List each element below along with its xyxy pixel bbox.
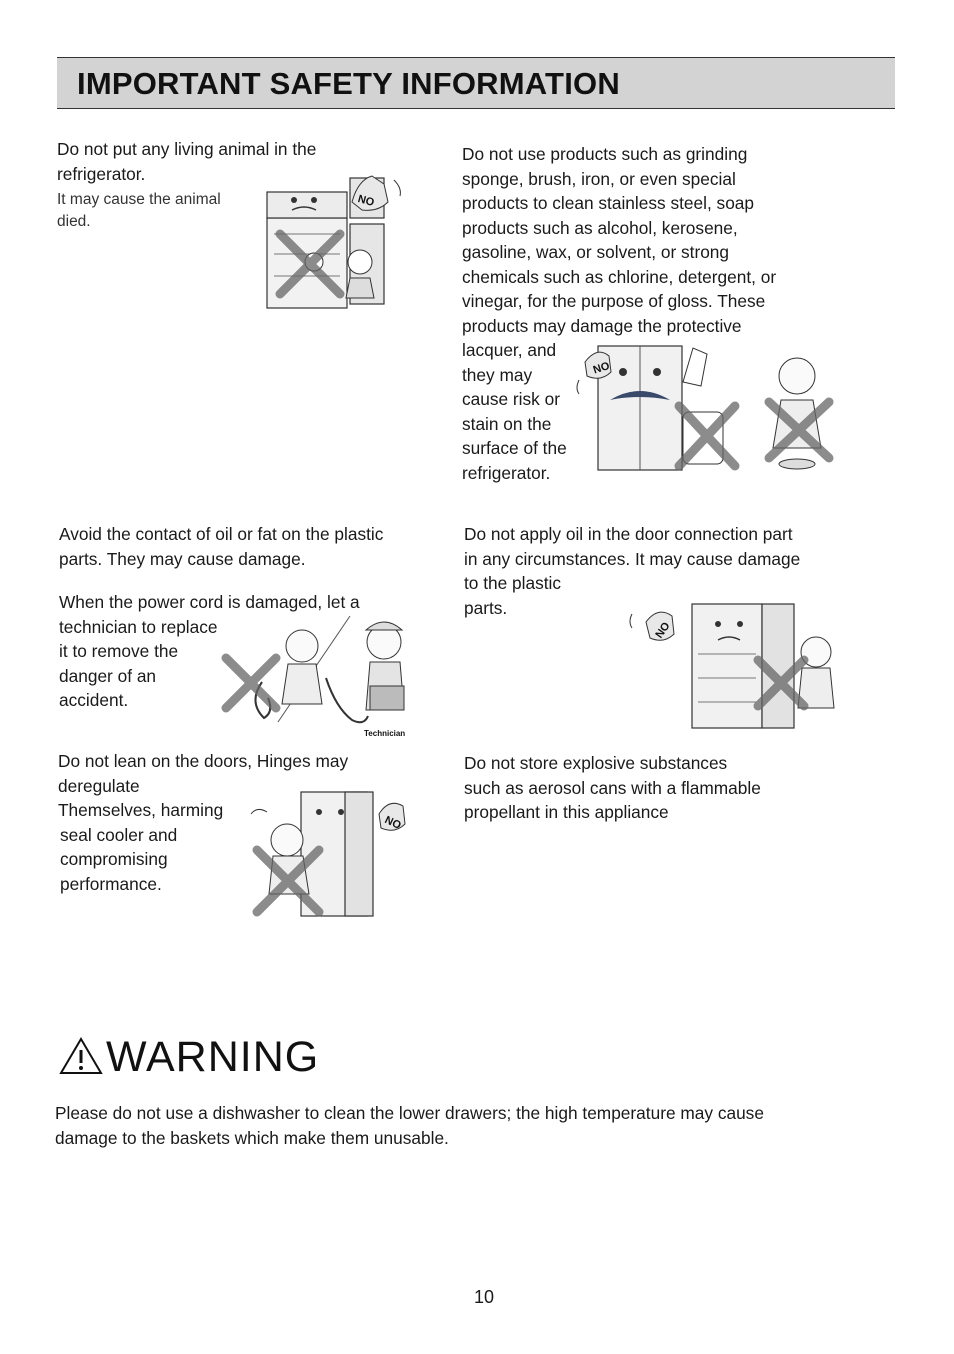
page-title: IMPORTANT SAFETY INFORMATION [77,66,620,101]
svg-text:NO: NO [382,814,403,832]
page-number: 10 [474,1287,495,1307]
animal-warning-note: It may cause the animal died. [57,191,221,230]
warning-triangle-icon [58,1036,104,1076]
svg-text:Technician: Technician [364,729,406,738]
warning-dishwasher-text: Please do not use a dishwasher to clean the lower drawers; the high temperature may cause damage to the baskets which make them unusable. [55,1103,764,1148]
power-cord-illustration [218,612,413,740]
lean-on-doors-warning-text: Do not lean on the doors, Hinges may deregulate Themselves, harming seal cooler and compromising performance. [58,751,349,894]
svg-text:NO: NO [591,360,612,377]
cleaning-products-illustration [575,342,840,474]
explosive-substances-warning-text: Do not store explosive substances such as aerosol cans with a flammable propellant in this appliance [464,753,761,822]
door-oil-warning-text: Do not apply oil in the door connection part in any circumstances. It may cause damage to the plastic parts. [464,524,801,618]
warning-title: WARNING [106,1033,320,1081]
svg-text:NO: NO [356,193,376,209]
cleaning-products-warning-text: Do not use products such as grinding sponge, brush, iron, or even special products to clean stainless steel, soap products such as alcohol, kerosene, gasoline, wax, or solvent, or strong chemicals such as chlorine, detergent, or vinegar, for the purpose of gloss. These products may damage the protective lacquer, and they may cause risk or stain on the surface of the refrigerator. [462,144,777,483]
svg-text:NO: NO [653,620,673,641]
oil-fat-warning-text: Avoid the contact of oil or fat on the plastic parts. They may cause damage. [59,524,384,569]
lean-on-doors-illustration [245,788,415,920]
animal-warning-text: Do not put any living animal in the refrigerator. [57,139,317,184]
section-header-bar [57,57,895,109]
animal-in-fridge-illustration [262,172,412,314]
power-cord-warning-text: When the power cord is damaged, let a technician to replace it to remove the danger of an accident. [59,592,360,710]
door-oil-illustration [626,598,838,730]
